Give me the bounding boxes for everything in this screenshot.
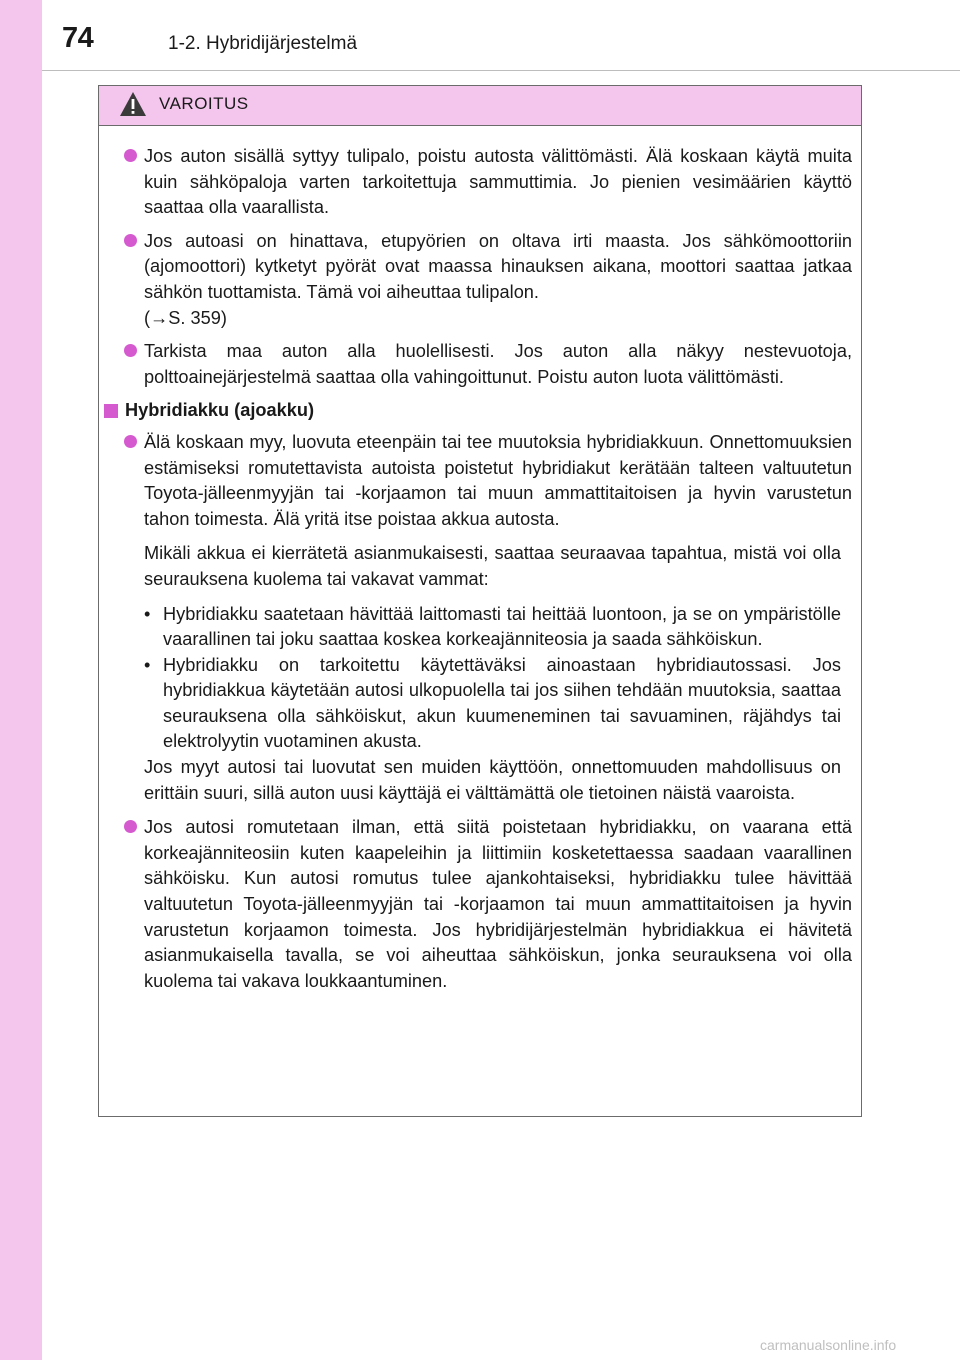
sale-warning-para: Jos myyt autosi tai luovutat sen muiden käyttöön, onnettomuuden mahdollisuus on erittäin suuri, sillä auton uusi käyttäjä ei välttämättä ole tietoinen näistä vaaroista.: [144, 757, 841, 803]
warning-item-fire: Jos auton sisällä syttyy tulipalo, poistu autosta välittömästi. Älä koskaan käytä muita kuin sähköpaloja varten tarkoitettuja sammuttimia. Jo pienien vesimäärien käyttö saattaa olla vaarallista.: [99, 144, 861, 221]
warning-item-towing: Jos autoasi on hinattava, etupyörien on oltava irti maasta. Jos sähkömoottoriin (ajomoottori) kytketyt pyörät ovat maassa hinauksen aikana, moottori saattaa jatkaa sähkön tuottamista. Tämä voi aiheuttaa tulipalon. (→S. 359): [99, 229, 861, 331]
bullet-dot-icon: [124, 435, 137, 448]
warning-header: [99, 86, 861, 126]
footer-watermark: carmanualsonline.info: [760, 1337, 897, 1353]
bullet-dot-icon: [124, 820, 137, 833]
side-color-strip: [0, 0, 42, 1360]
square-bullet-icon: [104, 404, 118, 418]
page-number: 74: [62, 22, 94, 54]
battery-item-scrapping: Jos autosi romutetaan ilman, että siitä poistetaan hybridiakku, on vaarana että korkeajänniteosiin kuten kaapeleihin ja liittimiin kosketettaessa saadaan vaarallinen sähköisku. Kun autosi romutus tulee ajankohtaiseksi, hybridiakku tulee hävittää valtuutetun Toyota-jälleenmyyjän tai -korjaamon tai muun ammattitaitoisen ja hyvin varustetun korjaamon toimesta. Jos hybridijärjestelmän hybridiakkua ei hävitetä asianmukaisella tavalla, se voi aiheuttaa sähköiskun, jonka seurauksena voi olla kuolema tai vakava loukkaantuminen.: [99, 815, 861, 994]
battery-consequences-para: Mikäli akkua ei kierrätetä asianmukaisesti, saattaa seuraavaa tapahtua, mistä voi olla seurauksena kuolema tai vakavat vammat:: [144, 543, 841, 589]
bullet-item: • Hybridiakku saatetaan hävittää laittomasti tai heittää luontoon, ja se on ympäristölle vaarallinen tai joku saattaa koskea korkeajänniteosia ja saada sähköiskun.: [144, 603, 841, 650]
battery-heading: Hybridiakku (ajoakku): [99, 398, 861, 424]
warning-triangle-icon: [119, 91, 147, 122]
section-title: 1-2. Hybridijärjestelmä: [168, 33, 358, 54]
warning-item-leaks: Tarkista maa auton alla huolellisesti. Jos auton alla näkyy nestevuotoja, polttoainejärjestelmä saattaa olla vahingoittunut. Poistu auton luota välittömästi.: [99, 339, 861, 390]
page-reference: (→S. 359): [144, 307, 227, 328]
bullet-dot-icon: [124, 234, 137, 247]
bullet-item: • Hybridiakku on tarkoitettu käytettäväksi ainoastaan hybridiautossasi. Jos hybridiakkua käytetään autosi ulkopuolella tai jos siihen tehdään muutoksia, saattaa seurauksena olla sähköiskut, akun kuumeneminen tai savuaminen, räjähdys tai elektrolyytin vuotaminen akusta.: [144, 654, 841, 752]
warning-body: [99, 144, 861, 994]
bullet-dot-icon: [124, 344, 137, 357]
header-divider: [42, 70, 960, 71]
bullet-dot-icon: [124, 149, 137, 162]
warning-box: [98, 85, 862, 1117]
warning-label: VAROITUS: [159, 94, 249, 113]
battery-item-sale: Älä koskaan myy, luovuta eteenpäin tai tee muutoksia hybridiakkuun. Onnettomuuksien estämiseksi romutettavista autoista poistetut hybridiakut kerätään talteen valtuutetun Toyota-jälleenmyyjän tai -korjaamon tai muun ammattitaitoisen ja hyvin varustetun tahon toimesta. Älä yritä itse poistaa akkua autosta.: [99, 430, 861, 532]
